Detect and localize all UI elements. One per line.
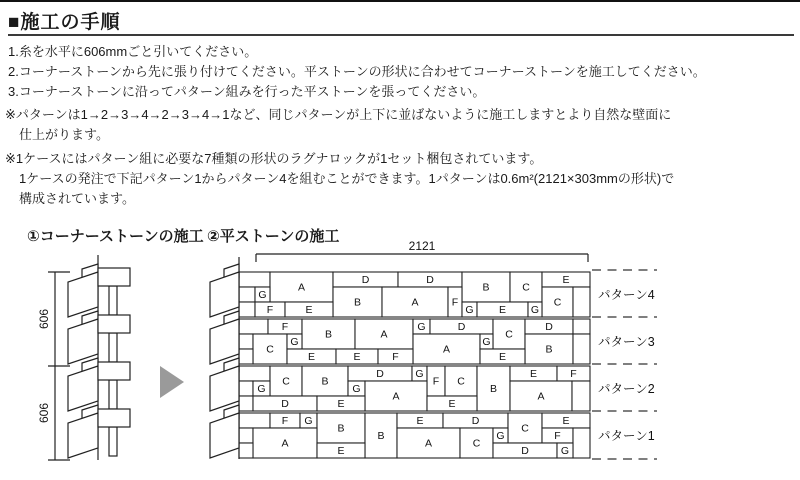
note-line-2b: 1ケースの発注で下記パターン1からパターン4を組むことができます。1パターンは0.6m²(2121×303mmの形状)で [19, 171, 675, 186]
wall-corner-left-face [210, 413, 239, 458]
wall-width-dimension [256, 239, 588, 262]
pattern-label: パターン3 [598, 335, 655, 349]
dim-606-lower: 606 [37, 402, 51, 424]
stone-letter: G [257, 383, 266, 395]
stone-letter: D [521, 445, 529, 457]
flat-stone-diagram-label: ②平ストーンの施工 [207, 228, 340, 245]
stone-letter: B [377, 430, 385, 442]
stone-letter: C [457, 375, 465, 388]
stone-letter: A [380, 328, 388, 341]
stone-letter: E [307, 351, 316, 363]
instruction-line-1: 1.糸を水平に606mmごと引いてください。 [8, 44, 258, 59]
stone-letter: B [353, 296, 362, 309]
edge-block [239, 272, 270, 287]
stone-letter: C [521, 422, 529, 435]
stone-letter: C [266, 343, 274, 356]
stone-letter: G [417, 321, 426, 333]
dim-2121: 2121 [408, 239, 436, 253]
stone-letter: A [537, 390, 545, 403]
wall-corner-stones [210, 264, 239, 458]
stone-letter: D [281, 398, 289, 410]
corner-stone-return [109, 333, 117, 362]
stone-letter: A [392, 390, 400, 403]
stone-letter: A [442, 343, 451, 356]
stone-letter: D [545, 321, 553, 333]
stone-letter: E [529, 368, 538, 380]
stone-letter: A [281, 437, 289, 450]
edge-block [573, 287, 590, 317]
stone-letter: C [553, 296, 562, 309]
corner-stone-right-face [98, 268, 130, 286]
stone-letter: E [337, 398, 345, 410]
stone-letter: C [472, 437, 481, 450]
corner-stone-right-face [98, 409, 130, 427]
stone-letter: G [465, 304, 474, 316]
stone-letter: E [562, 274, 570, 286]
dim-606-upper: 606 [37, 308, 51, 330]
edge-block [239, 302, 255, 317]
stone-letter: F [570, 368, 577, 380]
stone-letter: F [554, 430, 561, 442]
edge-block [573, 319, 590, 334]
stone-letter: B [545, 343, 553, 356]
edge-block [239, 381, 253, 396]
stone-letter: G [530, 304, 540, 316]
stone-letter: D [457, 321, 466, 333]
stone-letter: G [290, 336, 299, 348]
pattern-label: パターン4 [598, 288, 655, 302]
edge-block [239, 396, 253, 411]
note-line-2c: 構成されています。 [19, 191, 135, 206]
stone-letter: F [451, 296, 459, 309]
stone-letter: F [281, 321, 289, 333]
stone-letter: G [496, 430, 505, 442]
diagram-svg [0, 2, 800, 480]
corner-stone-right-face [98, 362, 130, 380]
instruction-line-2: 2.コーナーストーンから先に張り付けてください。平ストーンの形状に合わせてコーナーストーンを施工してください。 [8, 64, 706, 79]
stone-letter: B [489, 383, 498, 395]
edge-block [239, 319, 268, 334]
stone-letter: F [432, 375, 440, 388]
corner-stone-left-face [68, 366, 98, 411]
stone-letter: E [353, 351, 361, 363]
edge-block [573, 334, 590, 364]
corner-stone-left-face [68, 272, 98, 317]
note-line-2: ※1ケースにはパターン組に必要な7種類の形状のラグナロックが1セット梱包されています。 [5, 151, 543, 166]
stone-letter: G [352, 383, 361, 395]
stone-letter: D [361, 274, 370, 286]
stone-letter: G [304, 415, 313, 427]
stone-letter: D [471, 415, 480, 427]
edge-block [239, 349, 253, 364]
edge-block [239, 334, 253, 349]
corner-stone-left-face [68, 319, 98, 364]
pattern-wall [239, 272, 590, 458]
stone-letter: E [416, 415, 424, 427]
edge-block [573, 428, 590, 458]
stone-letter: C [282, 375, 290, 388]
corner-stone-left-face [68, 413, 98, 458]
edge-block [239, 413, 270, 428]
stone-letter: F [281, 415, 289, 427]
stone-letter: B [337, 422, 345, 435]
stone-letter: E [337, 445, 345, 457]
note-line-1: ※パターンは1→2→3→4→2→3→4→1など、同じパターンが上下に並ばないように施工しますとより自然な壁面に [5, 107, 672, 122]
stone-letter: G [258, 289, 267, 301]
wall-corner-left-face [210, 366, 239, 411]
stone-letter: D [376, 368, 384, 380]
stone-letter: A [297, 281, 306, 294]
pattern-label: パターン1 [598, 429, 655, 443]
corner-stone-return [109, 380, 117, 409]
edge-block [239, 443, 253, 458]
stone-letter: B [321, 375, 329, 388]
stone-letter: C [505, 328, 513, 341]
stone-letter: D [426, 274, 434, 286]
corner-stone-diagram-label: ①コーナーストーンの施工 [27, 228, 204, 245]
note-line-1b: 仕上がります。 [19, 127, 109, 142]
wall-corner-left-face [210, 319, 239, 364]
stone-letter: E [562, 415, 570, 427]
stone-letter: B [324, 328, 333, 341]
arrow-right-icon [160, 366, 184, 398]
stone-letter: G [415, 368, 424, 380]
corner-stone-stack [68, 264, 130, 458]
edge-block [239, 287, 255, 302]
corner-dimension [37, 272, 70, 460]
corner-stone-return [109, 286, 117, 315]
pattern-label: パターン2 [598, 382, 655, 396]
stone-letter: E [305, 304, 313, 316]
edge-block [239, 428, 253, 443]
wall-corner-left-face [210, 272, 239, 317]
stone-letter: E [498, 304, 507, 316]
stone-letter: F [266, 304, 274, 316]
corner-stone-return [109, 427, 117, 456]
page-title: ■施工の手順 [8, 12, 121, 33]
instruction-line-3: 3.コーナーストーンに沿ってパターン組みを行った平ストーンを張ってください。 [8, 84, 486, 99]
stone-letter: C [522, 281, 530, 294]
edge-block [239, 366, 270, 381]
stone-letter: E [498, 351, 507, 363]
edge-block [572, 381, 590, 411]
stone-letter: G [482, 336, 491, 348]
pattern-marks [592, 270, 657, 459]
stone-letter: A [411, 296, 419, 309]
stone-letter: F [392, 351, 399, 363]
stone-letter: B [482, 281, 490, 294]
stone-letter: A [424, 437, 433, 450]
stone-letter: E [448, 398, 456, 410]
stone-letter: G [560, 445, 570, 457]
corner-stone-right-face [98, 315, 130, 333]
